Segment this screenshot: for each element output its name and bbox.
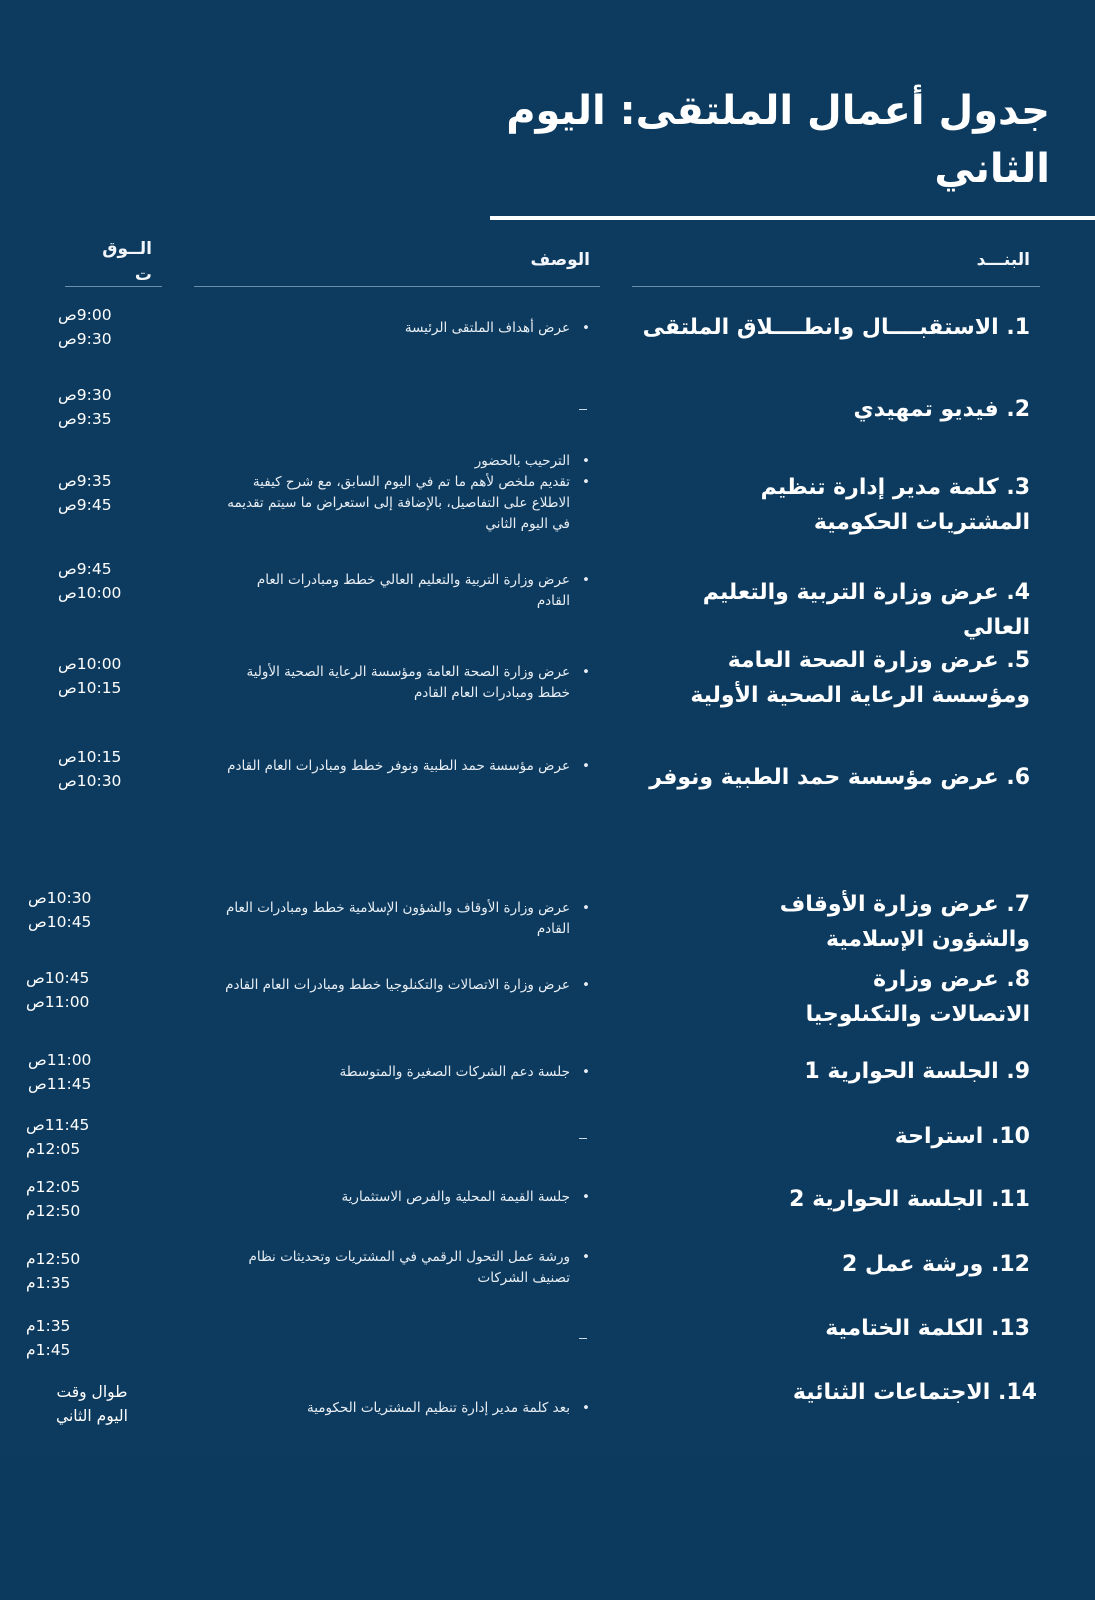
agenda-item-description	[220, 1187, 590, 1208]
time-end: 10:15ص	[58, 679, 122, 697]
empty-description-dash	[579, 1138, 587, 1139]
agenda-time	[58, 383, 153, 431]
agenda-item-title: 14. الاجتماعات الثنائية	[792, 1380, 1037, 1405]
column-header-description: الوصف	[530, 250, 590, 270]
agenda-item-description	[220, 451, 590, 535]
description-bullet: • عرض وزارة الصحة العامة ومؤسسة الرعاية الصحية الأولية خطط ومبادرات العام القادم	[220, 662, 590, 704]
time-start: 9:00ص	[58, 306, 112, 324]
time-end: 12:05م	[26, 1140, 81, 1158]
time-start: 10:15ص	[58, 748, 122, 766]
agenda-item-description	[220, 1398, 590, 1419]
time-start: طوال وقت	[56, 1383, 128, 1401]
agenda-item-description	[220, 975, 590, 996]
time-end: 9:45ص	[58, 496, 112, 514]
agenda-item-title: 6. عرض مؤسسة حمد الطبية ونوفر	[649, 765, 1030, 790]
description-bullet: • عرض وزارة الأوقاف والشؤون الإسلامية خطط ومبادرات العام القادم	[220, 898, 590, 940]
agenda-item-title: 13. الكلمة الختامية	[825, 1316, 1030, 1341]
time-end: 1:35م	[26, 1274, 71, 1292]
time-start: 10:30ص	[28, 889, 92, 907]
agenda-time	[26, 1113, 121, 1161]
agenda-time	[58, 469, 153, 517]
agenda-item-description	[220, 756, 590, 777]
agenda-item-description	[220, 898, 590, 940]
agenda-time	[26, 966, 121, 1014]
time-start: 11:00ص	[28, 1051, 92, 1069]
time-end: 11:00ص	[26, 993, 90, 1011]
description-bullet: • تقديم ملخص لأهم ما تم في اليوم السابق، مع شرح كيفية الاطلاع على التفاصيل، بالإضافة إلى استعراض ما سيتم تقديمه في اليوم الثاني	[220, 472, 590, 535]
agenda-time	[28, 886, 123, 934]
agenda-time	[58, 745, 153, 793]
time-end: 9:35ص	[58, 410, 112, 428]
empty-description-dash	[579, 409, 587, 410]
agenda-item-title: 12. ورشة عمل 2	[841, 1252, 1030, 1277]
agenda-item-title: 1. الاستقبــــال وانطــــلاق الملتقى	[642, 315, 1030, 340]
description-bullet: • جلسة القيمة المحلية والفرص الاستثمارية	[220, 1187, 590, 1208]
agenda-time	[28, 1048, 123, 1096]
agenda-time	[58, 557, 153, 605]
time-start: 11:45ص	[26, 1116, 90, 1134]
column-header-time: الــوق ت	[102, 239, 152, 285]
time-start: 10:00ص	[58, 655, 122, 673]
description-bullet: • جلسة دعم الشركات الصغيرة والمتوسطة	[220, 1062, 590, 1083]
time-end: 10:00ص	[58, 584, 122, 602]
agenda-item-title: 3. كلمة مدير إدارة تنظيم المشتريات الحكومية	[760, 475, 1030, 535]
agenda-item-title: 11. الجلسة الحوارية 2	[789, 1187, 1030, 1212]
agenda-time	[26, 1247, 121, 1295]
agenda-item-title: 8. عرض وزارة الاتصالات والتكنلوجيا	[805, 967, 1030, 1027]
column-header-item: البنـــد	[976, 250, 1030, 270]
agenda-time	[26, 1175, 121, 1223]
agenda-item-description	[220, 570, 590, 612]
header-divider-item	[632, 286, 1040, 287]
time-start: 1:35م	[26, 1317, 71, 1335]
time-start: 9:35ص	[58, 472, 112, 490]
page-background-footer	[0, 1455, 1095, 1600]
time-end: اليوم الثاني	[56, 1407, 128, 1425]
title-underline	[490, 216, 1095, 220]
empty-description-dash	[579, 1338, 587, 1339]
agenda-item-description	[220, 318, 590, 339]
agenda-item-description	[220, 1062, 590, 1083]
agenda-time	[48, 1380, 136, 1428]
agenda-item-title: 4. عرض وزارة التربية والتعليم العالي	[702, 580, 1030, 640]
time-end: 12:50م	[26, 1202, 81, 1220]
time-end: 10:45ص	[28, 913, 92, 931]
time-end: 9:30ص	[58, 330, 112, 348]
time-start: 9:45ص	[58, 560, 112, 578]
header-divider-description	[194, 286, 600, 287]
description-bullet: • بعد كلمة مدير إدارة تنظيم المشتريات الحكومية	[220, 1398, 590, 1419]
agenda-time	[58, 652, 153, 700]
agenda-item-title: 7. عرض وزارة الأوقاف والشؤون الإسلامية	[779, 892, 1030, 952]
time-start: 9:30ص	[58, 386, 112, 404]
time-end: 11:45ص	[28, 1075, 92, 1093]
description-bullet: • ورشة عمل التحول الرقمي في المشتريات وتحديثات نظام تصنيف الشركات	[220, 1247, 590, 1289]
description-bullet: • عرض وزارة الاتصالات والتكنلوجيا خطط ومبادرات العام القادم	[220, 975, 590, 996]
agenda-item-title: 5. عرض وزارة الصحة العامة ومؤسسة الرعاية الصحية الأولية	[690, 648, 1030, 708]
description-bullet: • عرض أهداف الملتقى الرئيسة	[220, 318, 590, 339]
time-end: 1:45م	[26, 1341, 71, 1359]
agenda-item-description	[220, 1247, 590, 1289]
time-end: 10:30ص	[58, 772, 122, 790]
time-start: 10:45ص	[26, 969, 90, 987]
description-bullet: • عرض وزارة التربية والتعليم العالي خطط ومبادرات العام القادم	[220, 570, 590, 612]
time-start: 12:50م	[26, 1250, 81, 1268]
agenda-item-title: 10. استراحة	[894, 1124, 1030, 1149]
agenda-item-title: 9. الجلسة الحوارية 1	[804, 1059, 1030, 1084]
header-divider-time	[65, 286, 162, 287]
agenda-item-title: 2. فيديو تمهيدي	[853, 397, 1030, 422]
page-title: جدول أعمال الملتقى: اليوم الثاني	[506, 88, 1050, 192]
description-bullet: • الترحيب بالحضور	[220, 451, 590, 472]
agenda-time	[26, 1314, 121, 1362]
agenda-time	[58, 303, 153, 351]
agenda-item-description	[220, 662, 590, 704]
description-bullet: • عرض مؤسسة حمد الطبية ونوفر خطط ومبادرات العام القادم	[220, 756, 590, 777]
time-start: 12:05م	[26, 1178, 81, 1196]
